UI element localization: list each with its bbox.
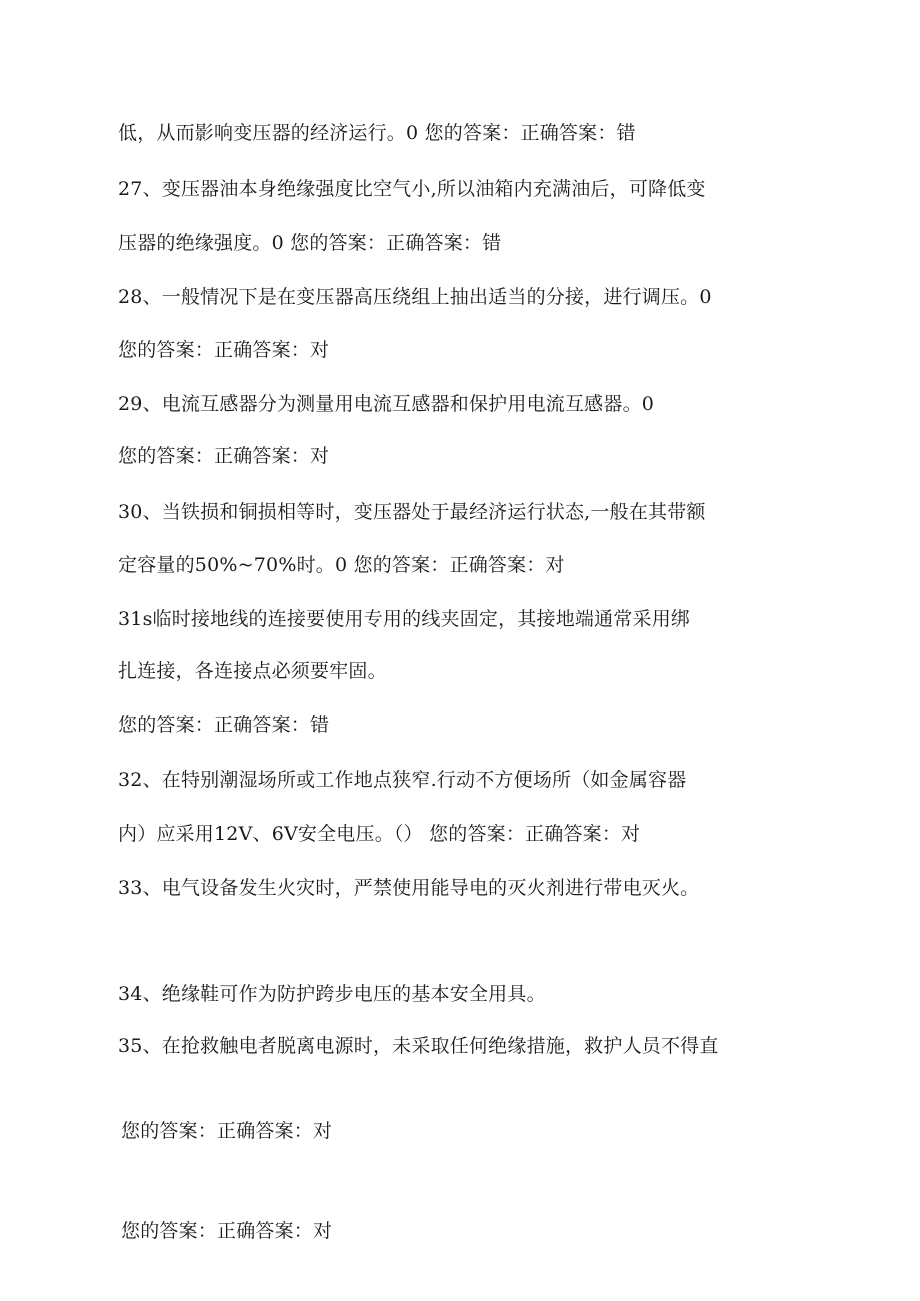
text-line: 您的答案：正确答案：对 <box>118 445 330 467</box>
text-line: 31s临时接地线的连接要使用专用的线夹固定，其接地端通常采用绑 <box>118 608 691 630</box>
text-line: 33、电气设备发生火灾时，严禁使用能导电的灭火剂进行带电灭火。 <box>118 877 700 899</box>
text-line: 定容量的50%~70%时。0 您的答案：正确答案：对 <box>118 554 565 576</box>
text-line: 内）应采用12V、6V安全电压。（） 您的答案：正确答案：对 <box>118 823 641 845</box>
text-line: 低，从而影响变压器的经济运行。0 您的答案：正确答案：错 <box>118 122 636 144</box>
text-line: 28、一般情况下是在变压器高压绕组上抽出适当的分接，进行调压。0 <box>118 286 712 308</box>
text-line: 您的答案：正确答案：错 <box>118 714 330 736</box>
text-line: 32、在特别潮湿场所或工作地点狭窄.行动不方便场所（如金属容器 <box>118 769 687 791</box>
text-line: 34、绝缘鞋可作为防护跨步电压的基本安全用具。 <box>118 983 546 1005</box>
text-line: 压器的绝缘强度。0 您的答案：正确答案：错 <box>118 232 502 254</box>
text-line: 35、在抢救触电者脱离电源时，未采取任何绝缘措施，救护人员不得直 <box>118 1035 719 1057</box>
text-line: 您的答案：正确答案：对 <box>121 1120 333 1142</box>
text-line: 您的答案：正确答案：对 <box>118 339 330 361</box>
text-line: 您的答案：正确答案：对 <box>121 1220 333 1242</box>
text-line: 扎连接，各连接点必须要牢固。 <box>118 660 387 682</box>
text-line: 27、变压器油本身绝缘强度比空气小,所以油箱内充满油后，可降低变 <box>118 178 706 200</box>
text-line: 29、电流互感器分为测量用电流互感器和保护用电流互感器。0 <box>118 393 655 415</box>
text-line: 30、当铁损和铜损相等时，变压器处于最经济运行状态,一般在其带额 <box>118 501 706 523</box>
